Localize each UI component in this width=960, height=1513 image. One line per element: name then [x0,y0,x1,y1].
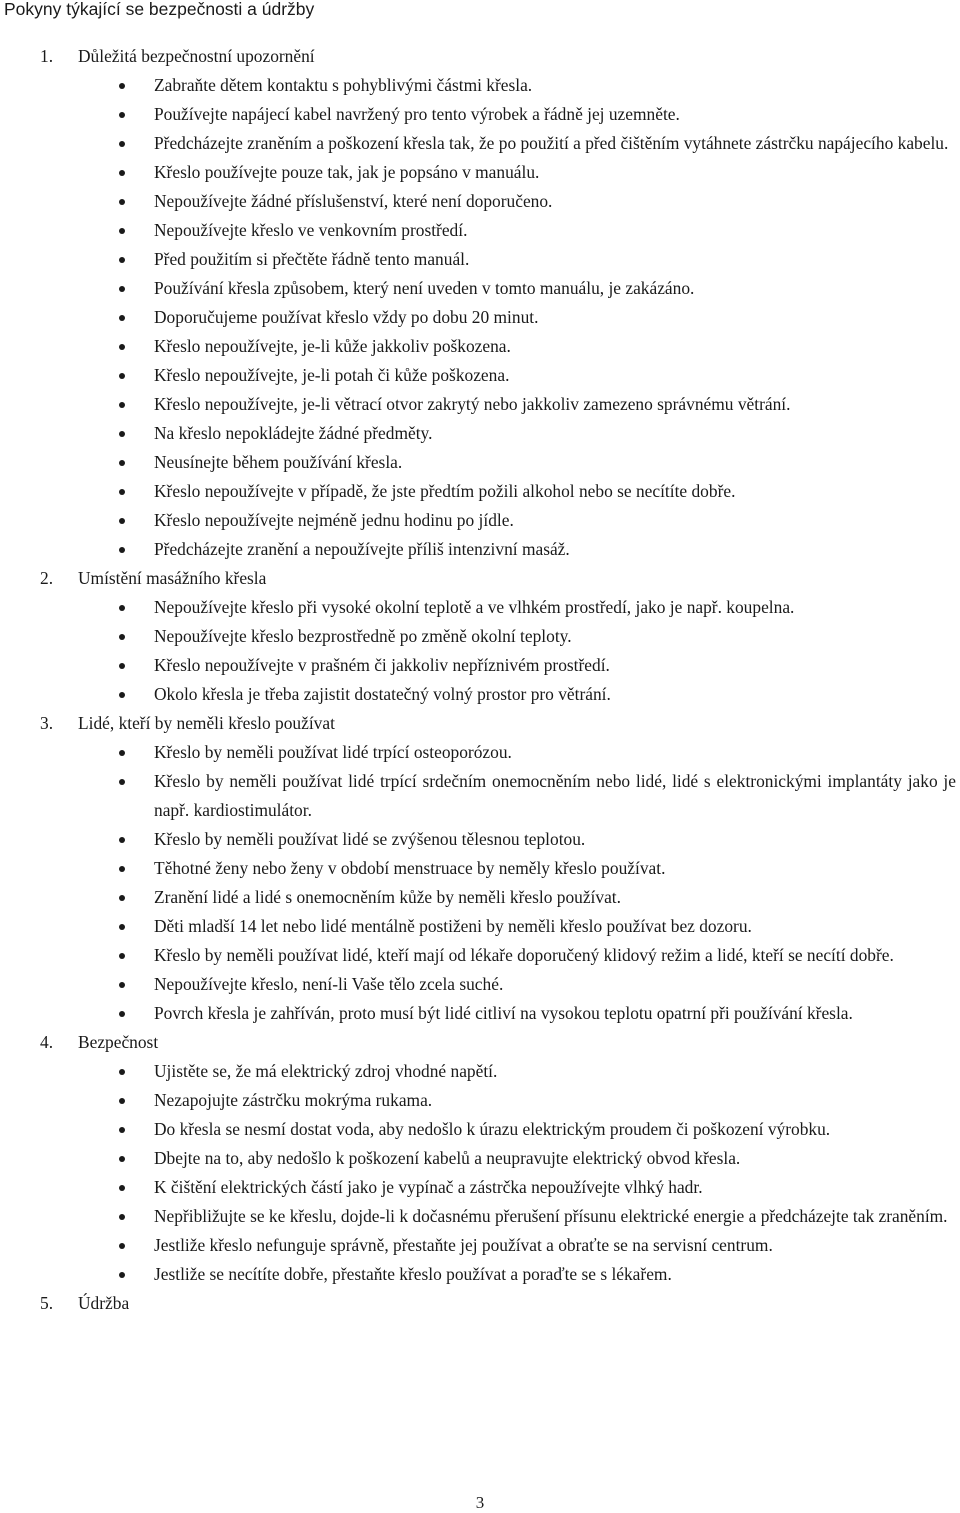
list-item-text: Předcházejte zranění a nepoužívejte příliš intenzivní masáž. [154,539,570,559]
bullet-icon [119,257,125,263]
section-title: Údržba [78,1293,130,1313]
list-item-text: Nepoužívejte žádné příslušenství, které není doporučeno. [154,191,553,211]
list-item [0,129,960,158]
page-number: 3 [475,1493,485,1512]
bullet-icon [119,1069,125,1075]
bullet-icon [119,1156,125,1162]
list-item-text: Křeslo nepoužívejte, je-li kůže jakkoliv poškozena. [154,336,511,356]
bullet-icon [119,228,125,234]
section-heading [0,1028,960,1057]
bullet-icon [119,170,125,176]
section-heading [0,564,960,593]
list-item [0,158,960,187]
list-item [0,303,960,332]
list-item [0,1202,960,1231]
bullet-icon [119,112,125,118]
list-item [0,1231,960,1260]
bullet-icon [119,982,125,988]
section-4 [0,1028,960,1289]
list-item [0,245,960,274]
list-item [0,941,960,970]
section-heading [0,709,960,738]
list-item-text: Křeslo by neměli používat lidé, kteří mají od lékaře doporučený klidový režim a lidé, kteří se necítí dobře. [154,945,894,965]
list-item-text: Zranění lidé a lidé s onemocněním kůže by neměli křeslo používat. [154,887,621,907]
bullet-icon [119,1098,125,1104]
list-item [0,999,960,1028]
section-heading [0,42,960,71]
list-item-text: Nepřibližujte se ke křeslu, dojde-li k dočasnému přerušení přísunu elektrické energie a předcházejte tak zraněním. [154,1206,948,1226]
bullet-list [0,1057,960,1289]
list-item [0,593,960,622]
list-item-text: K čištění elektrických částí jako je vypínač a zástrčka nepoužívejte vlhký hadr. [154,1177,703,1197]
bullet-icon [119,1243,125,1249]
section-number: 1. [40,46,54,66]
bullet-icon [119,489,125,495]
section-number: 2. [40,568,54,588]
list-item [0,535,960,564]
bullet-icon [119,692,125,698]
list-item-text: Povrch křesla je zahříván, proto musí být lidé citliví na vysokou teplotu opatrní při používání křesla. [154,1003,853,1023]
list-item-text: Křeslo nepoužívejte v případě, že jste předtím požili alkohol nebo se necítíte dobře. [154,481,736,501]
list-item-text: Křeslo nepoužívejte nejméně jednu hodinu po jídle. [154,510,514,530]
list-item-text: Jestliže křeslo nefunguje správně, přestaňte jej používat a obraťte se na servisní centrum. [154,1235,773,1255]
list-item [0,912,960,941]
list-item [0,1086,960,1115]
list-item [0,970,960,999]
list-item-text: Křeslo by neměli používat lidé trpící osteoporózou. [154,742,512,762]
bullet-icon [119,750,125,756]
section-title: Důležitá bezpečnostní upozornění [78,46,315,66]
list-item-text: Neusínejte během používání křesla. [154,452,403,472]
list-item-text: Křeslo by neměli používat lidé trpící srdečním onemocněním nebo lidé, lidé s elektronickými implantáty jako je např. kardiostimulátor. [154,771,956,820]
section-title: Bezpečnost [78,1032,159,1052]
list-item-text: Do křesla se nesmí dostat voda, aby nedošlo k úrazu elektrickým proudem či poškození výrobku. [154,1119,831,1139]
list-item [0,883,960,912]
list-item [0,1173,960,1202]
bullet-icon [119,634,125,640]
list-item [0,680,960,709]
section-2 [0,564,960,709]
list-item [0,71,960,100]
section-1 [0,42,960,564]
bullet-icon [119,199,125,205]
list-item [0,216,960,245]
bullet-icon [119,141,125,147]
bullet-icon [119,1272,125,1278]
section-number: 5. [40,1293,54,1313]
list-item [0,361,960,390]
bullet-icon [119,924,125,930]
bullet-icon [119,431,125,437]
bullet-icon [119,1011,125,1017]
list-item-text: Nezapojujte zástrčku mokrýma rukama. [154,1090,433,1110]
bullet-icon [119,953,125,959]
list-item-text: Křeslo používejte pouze tak, jak je popsáno v manuálu. [154,162,540,182]
list-item [0,854,960,883]
list-item-text: Na křeslo nepokládejte žádné předměty. [154,423,433,443]
list-item-text: Těhotné ženy nebo ženy v období menstruace by neměly křeslo používat. [154,858,666,878]
bullet-icon [119,344,125,350]
list-item [0,506,960,535]
list-item [0,1260,960,1289]
section-title: Umístění masážního křesla [78,568,267,588]
list-item-text: Před použitím si přečtěte řádně tento manuál. [154,249,470,269]
list-item-text: Používejte napájecí kabel navržený pro tento výrobek a řádně jej uzemněte. [154,104,680,124]
list-item-text: Dbejte na to, aby nedošlo k poškození kabelů a neupravujte elektrický obvod křesla. [154,1148,741,1168]
bullet-icon [119,460,125,466]
list-item [0,390,960,419]
document-title: Pokyny týkající se bezpečnosti a údržby [4,0,315,19]
list-item [0,187,960,216]
list-item-text: Jestliže se necítíte dobře, přestaňte křeslo používat a poraďte se s lékařem. [154,1264,672,1284]
bullet-icon [119,1127,125,1133]
bullet-icon [119,605,125,611]
list-item [0,1057,960,1086]
list-item [0,767,960,825]
list-item-text: Zabraňte dětem kontaktu s pohyblivými částmi křesla. [154,75,533,95]
list-item-text: Doporučujeme používat křeslo vždy po dobu 20 minut. [154,307,539,327]
bullet-icon [119,286,125,292]
bullet-icon [119,779,125,785]
bullet-icon [119,373,125,379]
list-item-text: Předcházejte zraněním a poškození křesla tak, že po použití a před čištěním vytáhnete zástrčku napájecího kabelu. [154,133,949,153]
list-item-text: Křeslo nepoužívejte, je-li potah či kůže poškozena. [154,365,510,385]
bullet-icon [119,1214,125,1220]
bullet-icon [119,866,125,872]
bullet-list [0,71,960,564]
document-body [0,42,960,1318]
list-item [0,1115,960,1144]
bullet-icon [119,1185,125,1191]
list-item [0,738,960,767]
bullet-icon [119,547,125,553]
bullet-icon [119,518,125,524]
list-item-text: Používání křesla způsobem, který není uveden v tomto manuálu, je zakázáno. [154,278,695,298]
bullet-list [0,593,960,709]
list-item [0,651,960,680]
list-item [0,100,960,129]
list-item-text: Okolo křesla je třeba zajistit dostatečný volný prostor pro větrání. [154,684,611,704]
list-item [0,622,960,651]
section-5 [0,1289,960,1318]
list-item [0,825,960,854]
list-item-text: Křeslo nepoužívejte, je-li větrací otvor zakrytý nebo jakkoliv zamezeno správnému větrání. [154,394,791,414]
bullet-icon [119,315,125,321]
bullet-icon [119,895,125,901]
list-item-text: Ujistěte se, že má elektrický zdroj vhodné napětí. [154,1061,498,1081]
list-item-text: Křeslo by neměli používat lidé se zvýšenou tělesnou teplotou. [154,829,586,849]
list-item [0,274,960,303]
section-heading [0,1289,960,1318]
bullet-icon [119,663,125,669]
bullet-icon [119,83,125,89]
section-3 [0,709,960,1028]
list-item-text: Nepoužívejte křeslo při vysoké okolní teplotě a ve vlhkém prostředí, jako je např. koupelna. [154,597,795,617]
bullet-icon [119,837,125,843]
list-item-text: Křeslo nepoužívejte v prašném či jakkoliv nepříznivém prostředí. [154,655,610,675]
list-item-text: Nepoužívejte křeslo, není-li Vaše tělo zcela suché. [154,974,504,994]
list-item-text: Děti mladší 14 let nebo lidé mentálně postiženi by neměli křeslo používat bez dozoru. [154,916,752,936]
list-item [0,1144,960,1173]
list-item-text: Nepoužívejte křeslo bezprostředně po změně okolní teploty. [154,626,572,646]
section-number: 4. [40,1032,54,1052]
bullet-icon [119,402,125,408]
list-item [0,419,960,448]
list-item [0,332,960,361]
bullet-list [0,738,960,1028]
list-item [0,477,960,506]
list-item-text: Nepoužívejte křeslo ve venkovním prostředí. [154,220,468,240]
section-number: 3. [40,713,54,733]
list-item [0,448,960,477]
section-title: Lidé, kteří by neměli křeslo používat [78,713,335,733]
